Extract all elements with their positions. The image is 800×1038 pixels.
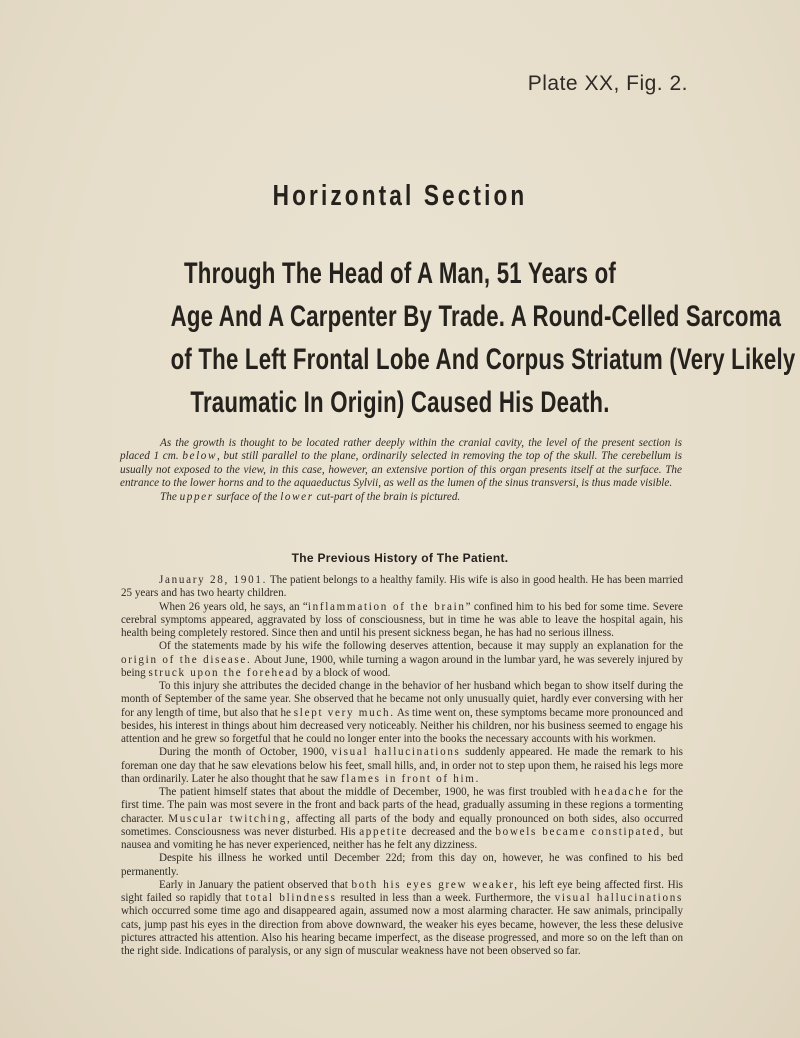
history-emphasis: visual hallucinations [554,892,683,904]
history-paragraph [121,680,683,746]
intro-text: surface of the [216,490,278,503]
history-emphasis: slept very much. [293,706,395,719]
intro-emphasis: below [182,450,218,463]
intro-paragraph [120,491,682,504]
intro-note [120,437,682,504]
history-text: by a block of wood. [302,666,391,679]
history-text: The patient belongs to a healthy family. His wife is also in good health. He has been married 25 years and has two hearty children. [121,574,684,600]
history-text: To this injury she attributes the decided change in the behavior of her husband which began to show itself during the month of September of the same year. She observed that he became not only unusually quiet, hardly ever conversing with her for any length of time, but also that he [121,680,683,719]
history-paragraph [121,601,683,641]
subtitle-line: Age And A Carpenter By Trade. A Round-Celled Sarcoma [170,300,782,333]
history-emphasis: headache [594,786,650,798]
history-text: During the month of October, 1900, [159,746,328,759]
history-text: ” confined him to his bed for some time. Severe cerebral symptoms appeared, aggravated by loss of consciousness, but in time he was able to leave the hospital again, his health being completely restored. Since then and until his present sickness began, he has had no serious illness. [121,600,683,639]
history-emphasis: inflammation of the brain [307,600,466,613]
history-emphasis: total blindness [245,892,337,904]
intro-emphasis: upper [179,490,214,503]
history-emphasis: origin of the disease. [121,653,252,666]
intro-text: cut-part of the brain is pictured. [316,490,461,503]
section-heading: The Previous History of The Patient. [291,551,509,565]
history-emphasis: struck upon the forehead [148,666,300,679]
history-paragraph [121,786,683,852]
history-text: but nausea and vomiting he has never experienced, neither has he felt any dizziness. [121,825,684,851]
intro-text: , but still parallel to the plane, ordinarily selected in removing the top of the skull. The cerebellum is usually not exposed to the view, in this case, however, an extensive portion of this organ presents itself at the surface. The entrance to the lower horns and to the aquaeductus Sylvii, as well as the lumen of the sinus transversi, is thus made visible. [120,450,682,490]
page-title: Horizontal Section [272,180,528,212]
history-paragraph [121,574,683,601]
history-body [121,574,683,958]
page-subtitle [170,252,796,424]
history-text: Of the statements made by his wife the following deserves attention, because it may supply an explanation for the [159,640,683,653]
plate-label: Plate XX, Fig. 2. [527,72,688,95]
history-paragraph [121,746,683,786]
history-text: As time went on, these symptoms became more pronounced and besides, his interest in things about him decreased very noticeably. Neither his children, nor his business seemed to engage his attention and he grew so forgetful that he could no longer enter into the books the necessary accounts with his workmen. [121,706,683,745]
intro-paragraph [120,437,682,491]
subtitle-line: of The Left Frontal Lobe And Corpus Striatum (Very Likely [170,343,796,376]
history-text: Despite his illness he worked until December 22d; from this day on, however, he was confined to his bed permanently. [121,852,683,878]
history-paragraph [121,879,683,959]
history-date: January 28, 1901. [159,574,268,586]
history-emphasis: appetite [359,825,408,838]
history-text: affecting all parts of the body and equally pronounced on both sides, also occurred sometimes. Consciousness was never disturbed. His [121,812,683,838]
history-emphasis: flames in front of him. [340,772,481,785]
history-text: for the first time. The pain was most severe in the front and back parts of the head, gradually assuming in these regions a tormenting character. [121,786,683,825]
intro-emphasis: lower [280,490,314,503]
history-text: his left eye being affected first. His sight failed so rapidly that [121,878,683,904]
history-text: resulted in less than a week. Furthermore, the [340,892,551,904]
history-emphasis: Muscular twitching, [168,812,292,825]
history-text: When 26 years old, he says, an “ [159,600,308,613]
history-text: Early in January the patient observed that [159,878,348,891]
subtitle-line: Through The Head of A Man, 51 Years of [184,257,616,290]
history-text: suddenly appeared. He made the remark to his foreman one day that he saw elevations below his feet, small hills, and, in order not to step upon them, he raised his legs more than ordinarily. Later he also thought that he saw [121,746,684,785]
history-text: The patient himself states that about the middle of December, 1900, he was first troubled with [159,786,591,798]
history-text: which occurred some time ago and disappeared again, assumed now a most alarming character. He saw animals, principally cats, jump past his eyes in the direction from above downward, the weaker his eyes became, however, the less these delusive pictures attracted his attention. Also his hearing became imperfect, as the disease progressed, and more so on the left than on the right side. Indications of paralysis, or any sign of muscular weakness have not been observed so far. [121,905,683,957]
intro-text: As the growth is thought to be located rather deeply within the cranial cavity, the level of the present section is placed 1 cm. [120,437,682,463]
intro-text: The [160,490,177,503]
history-text: About June, 1900, while turning a wagon around in the lumbar yard, he was severely injured by being [121,653,683,679]
history-emphasis: both his eyes grew weaker, [351,878,519,891]
history-paragraph [121,640,683,680]
history-paragraph [121,852,683,879]
history-text: decreased and the [411,825,492,838]
subtitle-line: Traumatic In Origin) Caused His Death. [190,386,610,419]
history-emphasis: visual hallucinations [331,746,461,759]
history-emphasis: bowels became constipated, [495,825,666,838]
